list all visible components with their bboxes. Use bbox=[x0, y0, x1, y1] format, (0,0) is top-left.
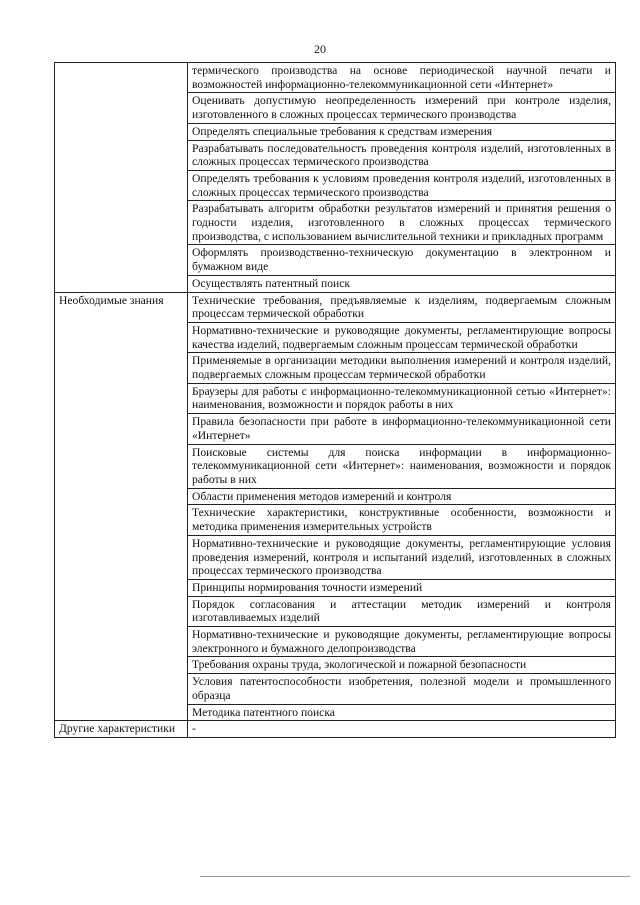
requirement-item: Методика патентного поиска bbox=[188, 704, 616, 721]
requirement-item: Требования охраны труда, экологической и пожарной безопасности bbox=[188, 657, 616, 674]
requirement-item: Технические характеристики, конструктивные особенности, возможности и методика применения измерительных устройств bbox=[188, 505, 616, 535]
requirement-item: термического производства на основе периодической научной печати и возможностей информационно-телекоммуникационной сети «Интернет» bbox=[188, 63, 616, 93]
requirement-item: Осуществлять патентный поиск bbox=[188, 275, 616, 292]
requirement-item: Технические требования, предъявляемые к изделиям, подвергаемым сложным процессам термической обработки bbox=[188, 292, 616, 322]
requirement-item: Определять специальные требования к средствам измерения bbox=[188, 123, 616, 140]
table-row bbox=[55, 292, 616, 322]
section-label: Другие характеристики bbox=[55, 721, 188, 738]
requirement-item: Правила безопасности при работе в информационно-телекоммуникационной сети «Интернет» bbox=[188, 414, 616, 444]
requirement-item: Области применения методов измерений и контроля bbox=[188, 488, 616, 505]
requirement-item: Определять требования к условиям проведения контроля изделий, изготовленных в сложных процессах термического производства bbox=[188, 170, 616, 200]
requirement-item: Применяемые в организации методики выполнения измерений и контроля изделий, подвергаемых сложным процессам термической обработки bbox=[188, 353, 616, 383]
requirement-item: Разрабатывать последовательность проведения контроля изделий, изготовленных в сложных процессах термического производства bbox=[188, 140, 616, 170]
requirement-item: Принципы нормирования точности измерений bbox=[188, 579, 616, 596]
requirement-item: Разрабатывать алгоритм обработки результатов измерений и принятия решения о годности изделия, изготовленного в сложных процессах термического производства, с использованием вычислительной техники и прикладных программ bbox=[188, 201, 616, 245]
footer-divider bbox=[200, 876, 630, 877]
requirement-item: Условия патентоспособности изобретения, полезной модели и промышленного образца bbox=[188, 674, 616, 704]
table-row bbox=[55, 721, 616, 738]
requirement-item: Поисковые системы для поиска информации в информационно-телекоммуникационной сети «Интернет»: наименования, возможности и порядок работы в них bbox=[188, 444, 616, 488]
requirement-item: Нормативно-технические и руководящие документы, регламентирующие вопросы качества изделий, подвергаемым сложным процессам термической обработки bbox=[188, 322, 616, 352]
requirement-item: Нормативно-технические и руководящие документы, регламентирующие условия проведения измерений, контроля и испытаний изделий, изготовленных в сложных процессах термического производства bbox=[188, 535, 616, 579]
competency-table bbox=[54, 62, 616, 738]
requirement-item: Нормативно-технические и руководящие документы, регламентирующие вопросы электронного и бумажного делопроизводства bbox=[188, 627, 616, 657]
requirement-item: Порядок согласования и аттестации методик измерений и контроля изготавливаемых изделий bbox=[188, 596, 616, 626]
table-row bbox=[55, 63, 616, 93]
requirement-item: Браузеры для работы с информационно-телекоммуникационной сетью «Интернет»: наименования, возможности и порядок работы в них bbox=[188, 383, 616, 413]
requirement-item: Оценивать допустимую неопределенность измерений при контроле изделия, изготовленного в сложных процессах термического производства bbox=[188, 93, 616, 123]
section-label: Необходимые знания bbox=[55, 292, 188, 721]
section-label bbox=[55, 63, 188, 293]
requirement-item: - bbox=[188, 721, 616, 738]
requirement-item: Оформлять производственно-техническую документацию в электронном и бумажном виде bbox=[188, 245, 616, 275]
page-number: 20 bbox=[314, 42, 326, 56]
